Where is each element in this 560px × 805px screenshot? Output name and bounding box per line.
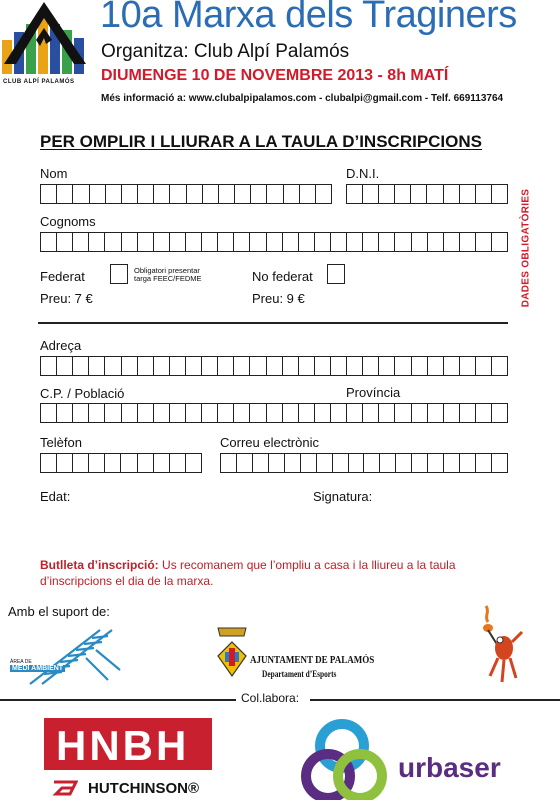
label-nom: Nom	[40, 166, 68, 181]
cognoms-field[interactable]	[40, 232, 508, 252]
colabora-label: Col.labora:	[241, 691, 300, 705]
colabora-rule-right	[310, 699, 560, 701]
federat-note-2: targa FEEC/FEDME	[134, 274, 202, 283]
preu-federat: Preu: 7 €	[40, 291, 93, 306]
label-cognoms: Cognoms	[40, 214, 96, 229]
label-provincia: Província	[346, 385, 401, 400]
label-telefon: Telèfon	[40, 435, 82, 450]
label-edat: Edat:	[40, 489, 71, 504]
medi-ambient-line2: MEDI AMBIENT	[12, 665, 64, 672]
mandatory-data-label	[516, 183, 536, 313]
medi-ambient-logo	[8, 624, 128, 690]
federat-note-1: Obligatori presentar	[134, 266, 200, 275]
federat-checkbox[interactable]	[110, 264, 128, 284]
label-federat: Federat	[40, 269, 85, 284]
label-signatura: Signatura:	[313, 489, 373, 504]
mascot-icon	[476, 602, 526, 688]
nom-field[interactable]	[40, 184, 332, 204]
logo-text: CLUB ALPÍ PALAMÓS	[3, 79, 75, 85]
note-label: Butlleta d’inscripció:	[40, 558, 159, 572]
hutchinson-icon	[52, 780, 78, 801]
ajuntament-name: AJUNTAMENT DE PALAMÓS	[250, 654, 375, 666]
telefon-field[interactable]	[40, 453, 202, 473]
hnbh-logo	[44, 718, 216, 800]
contact-info: Més informació a: www.clubalpipalamos.com - clubalpi@gmail.com - Telf. 669113764	[101, 93, 504, 104]
colabora-rule-left	[0, 699, 236, 701]
hnbh-text: HNBH	[56, 722, 190, 769]
urbaser-logo	[298, 716, 538, 800]
departament-name: Departament d’Esports	[262, 669, 337, 679]
label-cp-poblacio: C.P. / Població	[40, 386, 125, 401]
urbaser-text: urbaser	[398, 752, 501, 783]
registration-note	[40, 557, 510, 589]
label-adreca: Adreça	[40, 338, 82, 353]
form-title: PER OMPLIR I LLIURAR A LA TAULA D’INSCRIPCIONS	[40, 132, 482, 151]
event-title: 10a Marxa dels Traginers	[100, 0, 517, 36]
organizer: Organitza: Club Alpí Palamós	[101, 41, 350, 62]
no-federat-checkbox[interactable]	[327, 264, 345, 284]
cp-poblacio-provincia-field[interactable]	[40, 403, 508, 423]
club-logo	[0, 0, 90, 88]
label-dni: D.N.I.	[346, 166, 380, 181]
event-date: DIUMENGE 10 DE NOVEMBRE 2013 - 8h MATÍ	[101, 67, 449, 84]
hutchinson-text: HUTCHINSON®	[88, 780, 200, 797]
medi-ambient-line1: ÀREA DE	[10, 659, 32, 665]
note-text: Us recomanem que l’ompliu a casa i la lliureu a la taula d’inscripcions el dia de la marxa.	[40, 558, 456, 588]
label-correu: Correu electrònic	[220, 435, 319, 450]
section-divider	[38, 322, 508, 324]
correu-field[interactable]	[220, 453, 508, 473]
adreca-field[interactable]	[40, 356, 508, 376]
support-label: Amb el suport de:	[8, 604, 110, 619]
ajuntament-logo	[212, 624, 375, 686]
dni-field[interactable]	[346, 184, 508, 204]
preu-no-federat: Preu: 9 €	[252, 291, 305, 306]
mandatory-text: DADES OBLIGATÒRIES	[520, 188, 532, 308]
label-no-federat: No federat	[252, 269, 313, 284]
